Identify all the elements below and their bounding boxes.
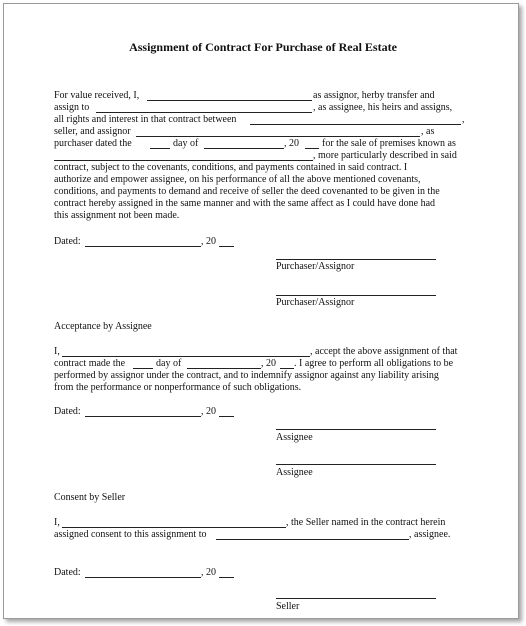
assignee-name-field-3[interactable]: [62, 356, 310, 357]
purchaser-label-2: Purchaser/Assignor: [276, 297, 355, 308]
assignor-name-field[interactable]: [147, 100, 312, 101]
dated-label: Dated:: [54, 406, 81, 417]
consent-text: assigned consent to this assignment to: [54, 529, 207, 540]
acceptance-month-field[interactable]: [187, 368, 261, 369]
acceptance-text: I,: [54, 346, 60, 357]
body-text: day of: [173, 138, 199, 149]
body-text: as assignor, herby transfer and: [313, 90, 435, 101]
assignee-label-2: Assignee: [276, 467, 313, 478]
dated-label: Dated:: [54, 567, 81, 578]
body-text: this assignment not been made.: [54, 210, 180, 221]
seller-name-field[interactable]: [250, 124, 461, 125]
consent-assignee-field[interactable]: [216, 539, 409, 540]
year-label: , 20: [201, 567, 216, 578]
dated-year-field-2[interactable]: [219, 416, 234, 417]
dated-field[interactable]: [85, 246, 201, 247]
purchaser-signature-line[interactable]: [276, 259, 436, 260]
dated-field-3[interactable]: [85, 577, 201, 578]
body-text: , as assignee, his heirs and assigns,: [313, 102, 453, 113]
contract-day-field[interactable]: [150, 148, 170, 149]
body-text: purchaser dated the: [54, 138, 132, 149]
assignee-signature-line-2[interactable]: [276, 464, 436, 465]
acceptance-text: . I agree to perform all obligations to be: [294, 358, 454, 369]
body-text: for the sale of premises known as: [322, 138, 456, 149]
body-text: For value received, I,: [54, 90, 140, 101]
dated-year-field-3[interactable]: [219, 577, 234, 578]
consent-text: I,: [54, 517, 60, 528]
seller-name-field-2[interactable]: [62, 527, 286, 528]
acceptance-text: performed by assignor under the contract, and to indemnify assignor against any liability arising: [54, 370, 439, 381]
body-text: seller, and assignor: [54, 126, 131, 137]
body-text: conditions, and payments to demand and receive of seller the deed covenanted to be given in the: [54, 186, 440, 197]
body-text: all rights and interest in that contract between: [54, 114, 237, 125]
body-text: , more particularly described in said: [313, 150, 457, 161]
body-text: contract, subject to the covenants, conditions, and payments contained in said contract. I: [54, 162, 408, 173]
assignee-name-field[interactable]: [96, 112, 312, 113]
acceptance-text: day of: [156, 358, 182, 369]
acceptance-text: contract made the: [54, 358, 126, 369]
assignee-label: Assignee: [276, 432, 313, 443]
premises-field[interactable]: [54, 160, 313, 161]
year-label: , 20: [201, 236, 216, 247]
contract-month-field[interactable]: [204, 148, 284, 149]
dated-label: Dated:: [54, 236, 81, 247]
document-title: Assignment of Contract For Purchase of Real Estate: [129, 40, 397, 54]
contract-year-field[interactable]: [305, 148, 319, 149]
assignee-signature-line[interactable]: [276, 429, 436, 430]
dated-year-field[interactable]: [219, 246, 234, 247]
body-text: , 20: [284, 138, 299, 149]
consent-text: , assignee.: [409, 529, 451, 540]
acceptance-text: , 20: [261, 358, 276, 369]
acceptance-year-field[interactable]: [280, 368, 294, 369]
body-text: authorize and empower assignee, on his performance of all the above mentioned covenants,: [54, 174, 421, 185]
acceptance-text: from the performance or nonperformance of such obligations.: [54, 382, 302, 393]
seller-signature-line[interactable]: [276, 598, 436, 599]
year-label: , 20: [201, 406, 216, 417]
body-text: assign to: [54, 102, 90, 113]
acceptance-day-field[interactable]: [133, 368, 153, 369]
acceptance-text: , accept the above assignment of that: [310, 346, 458, 357]
acceptance-heading: Acceptance by Assignee: [54, 321, 152, 332]
assignor-name-field-2[interactable]: [136, 136, 420, 137]
body-text: ,: [462, 114, 465, 125]
seller-label: Seller: [276, 601, 300, 612]
purchaser-label: Purchaser/Assignor: [276, 261, 355, 272]
body-text: , as: [421, 126, 435, 137]
dated-field-2[interactable]: [85, 416, 201, 417]
consent-heading: Consent by Seller: [54, 492, 126, 503]
consent-text: , the Seller named in the contract herein: [286, 517, 446, 528]
purchaser-signature-line-2[interactable]: [276, 295, 436, 296]
body-text: contract hereby assigned in the same manner and with the same affect as I could have done had: [54, 198, 436, 209]
